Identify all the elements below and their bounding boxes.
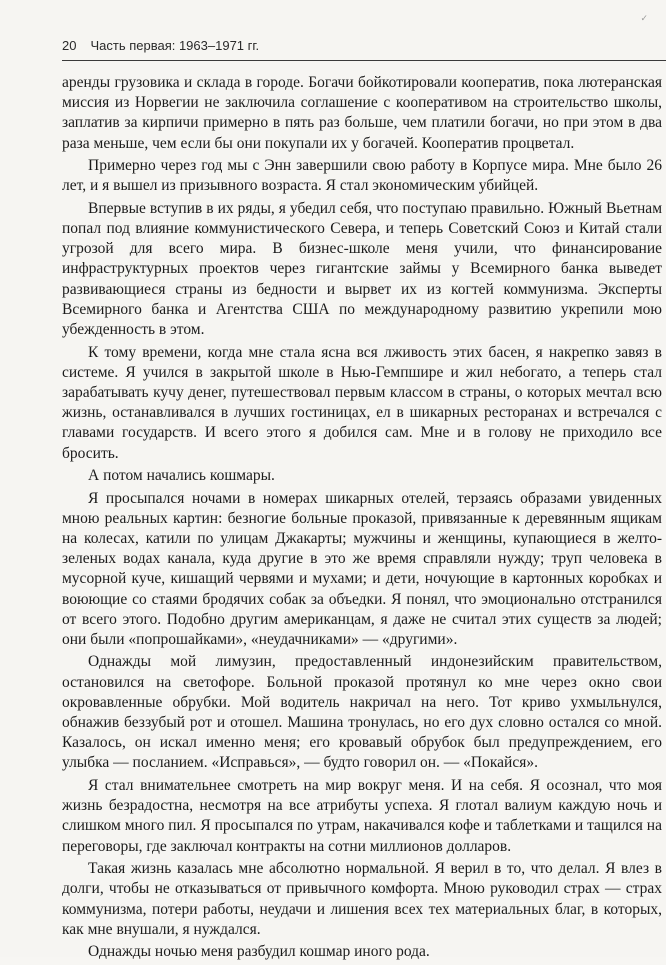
paragraph-10: Однажды ночью меня разбудил кошмар иного рода. (88, 943, 430, 961)
paragraph-2: Примерно через год мы с Энн завершили свою работу в Корпусе мира. Мне было 26 лет, и я вышел из призывного возраста. Я стал экономическим убийцей. (62, 157, 662, 195)
corner-mark: ✓ (640, 14, 648, 24)
paragraph-9: Такая жизнь казалась мне абсолютно нормальной. Я верил в то, что делал. Я влез в долги, чтобы не отказываться от привычного комфорта. Мною руководил страх — страх коммунизма, потери работы, неудачи и лишения всех тех материальных благ, в которых, как мне внушали, я нуждался. (62, 860, 662, 938)
header-rule (62, 60, 666, 61)
running-title: Часть первая: 1963–1971 гг. (90, 38, 260, 53)
running-header (62, 38, 664, 53)
page-number: 20 (62, 38, 77, 53)
paragraph-3: Впервые вступив в их ряды, я убедил себя, что поступаю правильно. Южный Вьетнам попал под влияние коммунистического Севера, и теперь Советский Союз и Китай стали угрозой для всего мира. В бизнес-школе меня учили, что финансирование инфраструктурных проектов через гигантские займы у Всемирного банка выведет развивающиеся страны из бедности и вырвет их из когтей коммунизма. Эксперты Всемирного банка и Агентства США по международному развитию укрепили мою убежденность в этом. (62, 199, 662, 339)
paragraph-1: аренды грузовика и склада в городе. Богачи бойкотировали кооператив, пока лютеранская миссия из Норвегии не заключила соглашение с кооперативом на строительство школы, заплатив за кирпичи примерно в пять раз больше, чем платили богачи, но при этом в два раза меньше, чем если бы они покупали их у богачей. Кооператив процветал. (62, 74, 662, 152)
paragraph-4: К тому времени, когда мне стала ясна вся лживость этих басен, я накрепко завяз в системе. Я учился в закрытой школе в Нью-Гемпшире и жил небогато, а теперь стал зарабатывать кучу денег, путешествовал первым классом в страны, о которых мечтал всю жизнь, останавливался в лучших гостиницах, ел в шикарных ресторанах и встречался с главами государств. И всего этого я добился сам. Мне и в голову не приходило все бросить. (62, 343, 662, 462)
paragraph-8: Я стал внимательнее смотреть на мир вокруг меня. И на себя. Я осознал, что моя жизнь безрадостна, несмотря на все атрибуты успеха. Я глотал валиум каждую ночь и слишком много пил. Я просыпался по утрам, накачивался кофе и таблетками и тащился на переговоры, где заключал контракты на сотни миллионов долларов. (62, 776, 662, 855)
paragraph-5: А потом начались кошмары. (88, 467, 275, 485)
body-text (62, 73, 662, 965)
paragraph-7: Однажды мой лимузин, предоставленный индонезийским правительством, остановился на светофоре. Больной проказой протянул ко мне через окно свои окровавленные обрубки. Мой водитель накричал на него. Тот криво ухмыльнулся, обнажив беззубый рот и отошел. Машина тронулась, но его дух словно остался со мной. Казалось, он искал именно меня; его кровавый обрубок был предупреждением, его улыбка — посланием. «Исправься», — будто говорил он. — «Покайся». (62, 653, 662, 772)
paragraph-6: Я просыпался ночами в номерах шикарных отелей, терзаясь образами увиденных мною реальных картин: безногие больные проказой, привязанные к деревянным ящикам на колесах, катили по улицам Джакарты; мужчины и женщины, купающиеся в желто-зеленых водах канала, куда другие в это же время справляли нужду; труп человека в мусорной куче, кишащий червями и мухами; и дети, ночующие в картонных коробках и воюющие со стаями бродячих собак за объедки. Я понял, что эмоционально отстранился от всего этого. Подобно другим американцам, я даже не считал этих существ за людей; они были «попрошайками», «неудачниками» — «другими». (62, 489, 662, 648)
